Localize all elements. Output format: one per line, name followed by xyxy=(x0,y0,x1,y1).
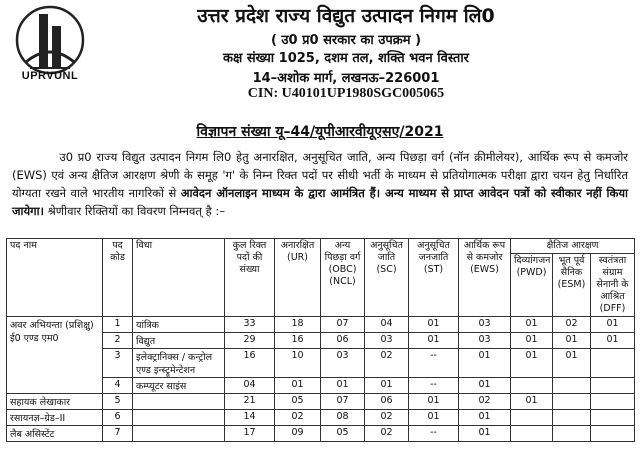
group-post-name: अवर अभियन्ता (प्रशिक्षु) ई0 एण्ड एम0 xyxy=(7,317,103,394)
cell-code: 3 xyxy=(103,349,133,378)
cell-obc: 08 xyxy=(321,410,365,426)
cell-ur: 16 xyxy=(275,333,321,349)
cell-obc: 01 xyxy=(321,378,365,394)
col-dff: स्वतंत्रता संग्राम सेनानी के आश्रित (DFF) xyxy=(591,254,635,317)
cell-esm xyxy=(553,378,591,394)
cell-obc: 07 xyxy=(321,317,365,333)
cell-dff: 01 xyxy=(591,317,635,333)
intro-paragraph xyxy=(12,148,628,220)
cell-total: 33 xyxy=(225,317,275,333)
col-esm: भूत पूर्व सैनिक (ESM) xyxy=(553,254,591,317)
cell-total: 16 xyxy=(225,349,275,378)
cell-esm xyxy=(553,426,591,442)
cell-st: -- xyxy=(409,426,459,442)
address-line-1: कक्ष संख्या 1025, दशम तल, शक्ति भवन विस्तार xyxy=(223,51,469,66)
cell-esm: 01 xyxy=(553,333,591,349)
cell-total: 04 xyxy=(225,378,275,394)
cell-ur: 05 xyxy=(275,394,321,410)
cell-ews: 01 xyxy=(459,349,511,378)
cell-sc: 02 xyxy=(365,410,409,426)
cell-pwd: 01 xyxy=(511,333,553,349)
col-total: कुल रिक्त पदों की संख्या xyxy=(225,239,275,317)
cell-total: 17 xyxy=(225,426,275,442)
cell-ur: 18 xyxy=(275,317,321,333)
cell-ews: 01 xyxy=(459,378,511,394)
cell-st: 01 xyxy=(409,333,459,349)
col-ur: अनारक्षित (UR) xyxy=(275,239,321,317)
intro-text-1: उ0 प्र0 राज्य विद्युत उत्पादन निगम लि0 हेतु अनारक्षित, अनुसूचित जाति, अन्य पिछड़ा वर्ग (नॉन क्रीमीलेयर), आर्थिक रूप से कमजोर (EWS) एवं अन्य क्षैतिज आरक्षण श्रेणी के समूह 'ग' के निम्न रिक्त पदों पर सीधी भर्ती के माध्यम से प्रतियोगात्मक परीक्षा द्वारा चयन हेतु निर्धारित योग्यता रखने वाले भारतीय नागरिकों से xyxy=(12,150,628,200)
cell-total: 21 xyxy=(225,394,275,410)
cell-discipline: इलेक्ट्रानिक्स / कन्ट्रोल एण्ड इन्स्ट्रूमेन्टेशन xyxy=(133,349,225,378)
cell-st: 01 xyxy=(409,394,459,410)
logo-caption: UPRVUNL xyxy=(21,70,79,82)
cell-dff xyxy=(591,410,635,426)
cell-pwd: 01 xyxy=(511,317,553,333)
cell-post-name: रसायनज्ञ–ग्रेड–II xyxy=(7,410,103,426)
cell-ur: 09 xyxy=(275,426,321,442)
col-obc: अन्य पिछड़ा वर्ग (OBC) (NCL) xyxy=(321,239,365,317)
cell-dff: 01 xyxy=(591,333,635,349)
cell-obc: 06 xyxy=(321,333,365,349)
cell-discipline xyxy=(133,394,225,410)
cell-ur: 02 xyxy=(275,410,321,426)
cell-ews: 01 xyxy=(459,410,511,426)
cell-ews: 02 xyxy=(459,394,511,410)
org-name: उत्तर प्रदेश राज्य विद्युत उत्पादन निगम लि0 xyxy=(197,5,495,27)
col-discipline: विधा xyxy=(133,239,225,317)
address-line-2: 14–अशोक मार्ग, लखनऊ–226001 xyxy=(252,71,440,86)
cell-pwd xyxy=(511,410,553,426)
table-row xyxy=(7,426,635,442)
cell-total: 14 xyxy=(225,410,275,426)
cell-sc: 06 xyxy=(365,394,409,410)
cell-discipline: कम्प्यूटर साइंस xyxy=(133,378,225,394)
cell-ur: 01 xyxy=(275,378,321,394)
cell-code: 2 xyxy=(103,333,133,349)
cell-esm: 01 xyxy=(553,349,591,378)
cell-obc: 07 xyxy=(321,394,365,410)
cell-dff xyxy=(591,349,635,378)
cell-code: 6 xyxy=(103,410,133,426)
intro-text-2: श्रेणीवार रिक्तियों का विवरण निम्नवत् है :– xyxy=(44,204,226,218)
cell-st: -- xyxy=(409,349,459,378)
cell-obc: 05 xyxy=(321,426,365,442)
cell-discipline xyxy=(133,426,225,442)
cell-dff xyxy=(591,426,635,442)
cell-code: 1 xyxy=(103,317,133,333)
cell-obc: 03 xyxy=(321,349,365,378)
col-sc: अनुसूचित जाति (SC) xyxy=(365,239,409,317)
cell-post-name: सहायक लेखाकार xyxy=(7,394,103,410)
col-horizontal: क्षैतिज आरक्षण xyxy=(511,239,635,254)
cell-sc: 01 xyxy=(365,378,409,394)
cell-discipline: विद्युत xyxy=(133,333,225,349)
cell-sc: 02 xyxy=(365,426,409,442)
cell-pwd xyxy=(511,426,553,442)
cell-dff xyxy=(591,378,635,394)
intro-bold-text: आवेदन ऑनलाइन माध्यम के द्वारा आमंत्रित हैं। अन्य माध्यम से प्राप्त आवेदन पत्रों को स्वीकार नहीं किया जायेगा। xyxy=(12,186,629,218)
cell-pwd: 01 xyxy=(511,394,553,410)
cell-ews: 03 xyxy=(459,333,511,349)
cell-st: 01 xyxy=(409,317,459,333)
cell-post-name: लैब असिस्टेंट xyxy=(7,426,103,442)
col-pwd: दिव्यांगजन (PWD) xyxy=(511,254,553,317)
cell-discipline: यांत्रिक xyxy=(133,317,225,333)
org-subtitle: ( उ0 प्र0 सरकार का उपक्रम ) xyxy=(270,33,422,48)
cell-sc: 04 xyxy=(365,317,409,333)
cell-ews: 01 xyxy=(459,426,511,442)
table-row xyxy=(7,410,635,426)
cell-esm: 02 xyxy=(553,317,591,333)
col-post-code: पद कोड xyxy=(103,239,133,317)
col-st: अनुसूचित जनजाति (ST) xyxy=(409,239,459,317)
cell-ur: 10 xyxy=(275,349,321,378)
cell-discipline xyxy=(133,410,225,426)
col-post-name: पद नाम xyxy=(7,239,103,317)
cell-pwd xyxy=(511,378,553,394)
col-ews: आर्थिक रूप से कमजोर (EWS) xyxy=(459,239,511,317)
vacancy-table xyxy=(6,238,635,442)
table-row xyxy=(7,317,635,333)
cell-code: 7 xyxy=(103,426,133,442)
cell-ews: 03 xyxy=(459,317,511,333)
cell-sc: 03 xyxy=(365,333,409,349)
cell-st: -- xyxy=(409,378,459,394)
advertisement-number: विज्ञापन संख्या यू–44/यूपीआरवीयूएसए/2021 xyxy=(196,124,444,140)
cell-total: 29 xyxy=(225,333,275,349)
cell-st: 01 xyxy=(409,410,459,426)
cell-code: 4 xyxy=(103,378,133,394)
cell-esm xyxy=(553,394,591,410)
cell-esm xyxy=(553,410,591,426)
cell-sc: 02 xyxy=(365,349,409,378)
cell-dff xyxy=(591,394,635,410)
table-row xyxy=(7,394,635,410)
cell-code: 5 xyxy=(103,394,133,410)
cell-pwd: 01 xyxy=(511,349,553,378)
cin-number: CIN: U40101UP1980SGC005065 xyxy=(247,86,445,101)
